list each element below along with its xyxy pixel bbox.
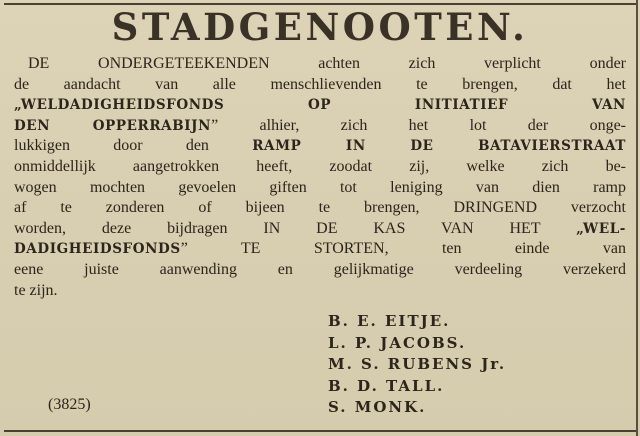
body-text-segment: te zijn. (14, 281, 58, 299)
emphasized-text: DEN OPPERRABIJN (14, 117, 212, 134)
body-text-segment: onmiddellijk aangetrokken heeft, zoodat zij, welke zich be- (14, 157, 626, 175)
body-line (14, 54, 626, 75)
emphasized-text: „WEL- (576, 220, 626, 237)
signatory-name: B. D. TALL. (328, 376, 445, 395)
announcement-body (14, 54, 626, 301)
body-text-segment: wogen mochten gevoelen giften tot leniging van dien ramp (14, 178, 626, 196)
column-edge (636, 0, 638, 436)
body-text-segment: ” TE STORTEN, ten einde van (180, 240, 626, 258)
emphasized-text: RAMP IN DE BATAVIERSTRAAT (252, 138, 626, 155)
body-line (14, 219, 626, 240)
body-text-segment: worden, deze bijdragen IN DE KAS VAN HET (14, 219, 577, 237)
signatory-name: B. E. EITJE. (328, 312, 451, 330)
body-line (14, 178, 626, 199)
body-text-segment: af te zonderen of bijeen te brengen, DRINGEND verzocht (14, 199, 626, 217)
signatory-name: M. S. RUBENS Jr. (328, 355, 507, 373)
body-line (14, 157, 626, 178)
body-line (14, 95, 626, 116)
body-line (14, 136, 626, 157)
body-line (14, 116, 626, 137)
body-text-segment: lukkigen door den (14, 137, 253, 155)
body-line (14, 281, 626, 302)
reference-number: (3825) (48, 396, 91, 413)
body-line (14, 239, 626, 260)
emphasized-text: DADIGHEIDSFONDS (14, 241, 181, 258)
body-line (14, 260, 626, 281)
headline: STADGENOOTEN. (111, 5, 529, 49)
body-text-segment: DE ONDERGETEEKENDEN achten zich verplicht onder (28, 55, 626, 72)
body-text-segment: ” alhier, zich het lot der onge- (211, 116, 626, 134)
body-line (14, 75, 626, 96)
body-line (14, 198, 626, 219)
emphasized-text: „WELDADIGHEIDSFONDS OP INITIATIEF VAN (14, 97, 626, 114)
signatory-name: L. P. JACOBS. (328, 333, 467, 352)
body-text-segment: eene juiste aanwending en gelijkmatige verdeeling verzekerd (14, 260, 626, 278)
bottom-rule (4, 430, 636, 432)
signatories-block (328, 311, 506, 419)
signatory-name: S. MONK. (328, 398, 427, 416)
body-text-segment: de aandacht van alle menschlievenden te brengen, dat het (14, 75, 626, 93)
